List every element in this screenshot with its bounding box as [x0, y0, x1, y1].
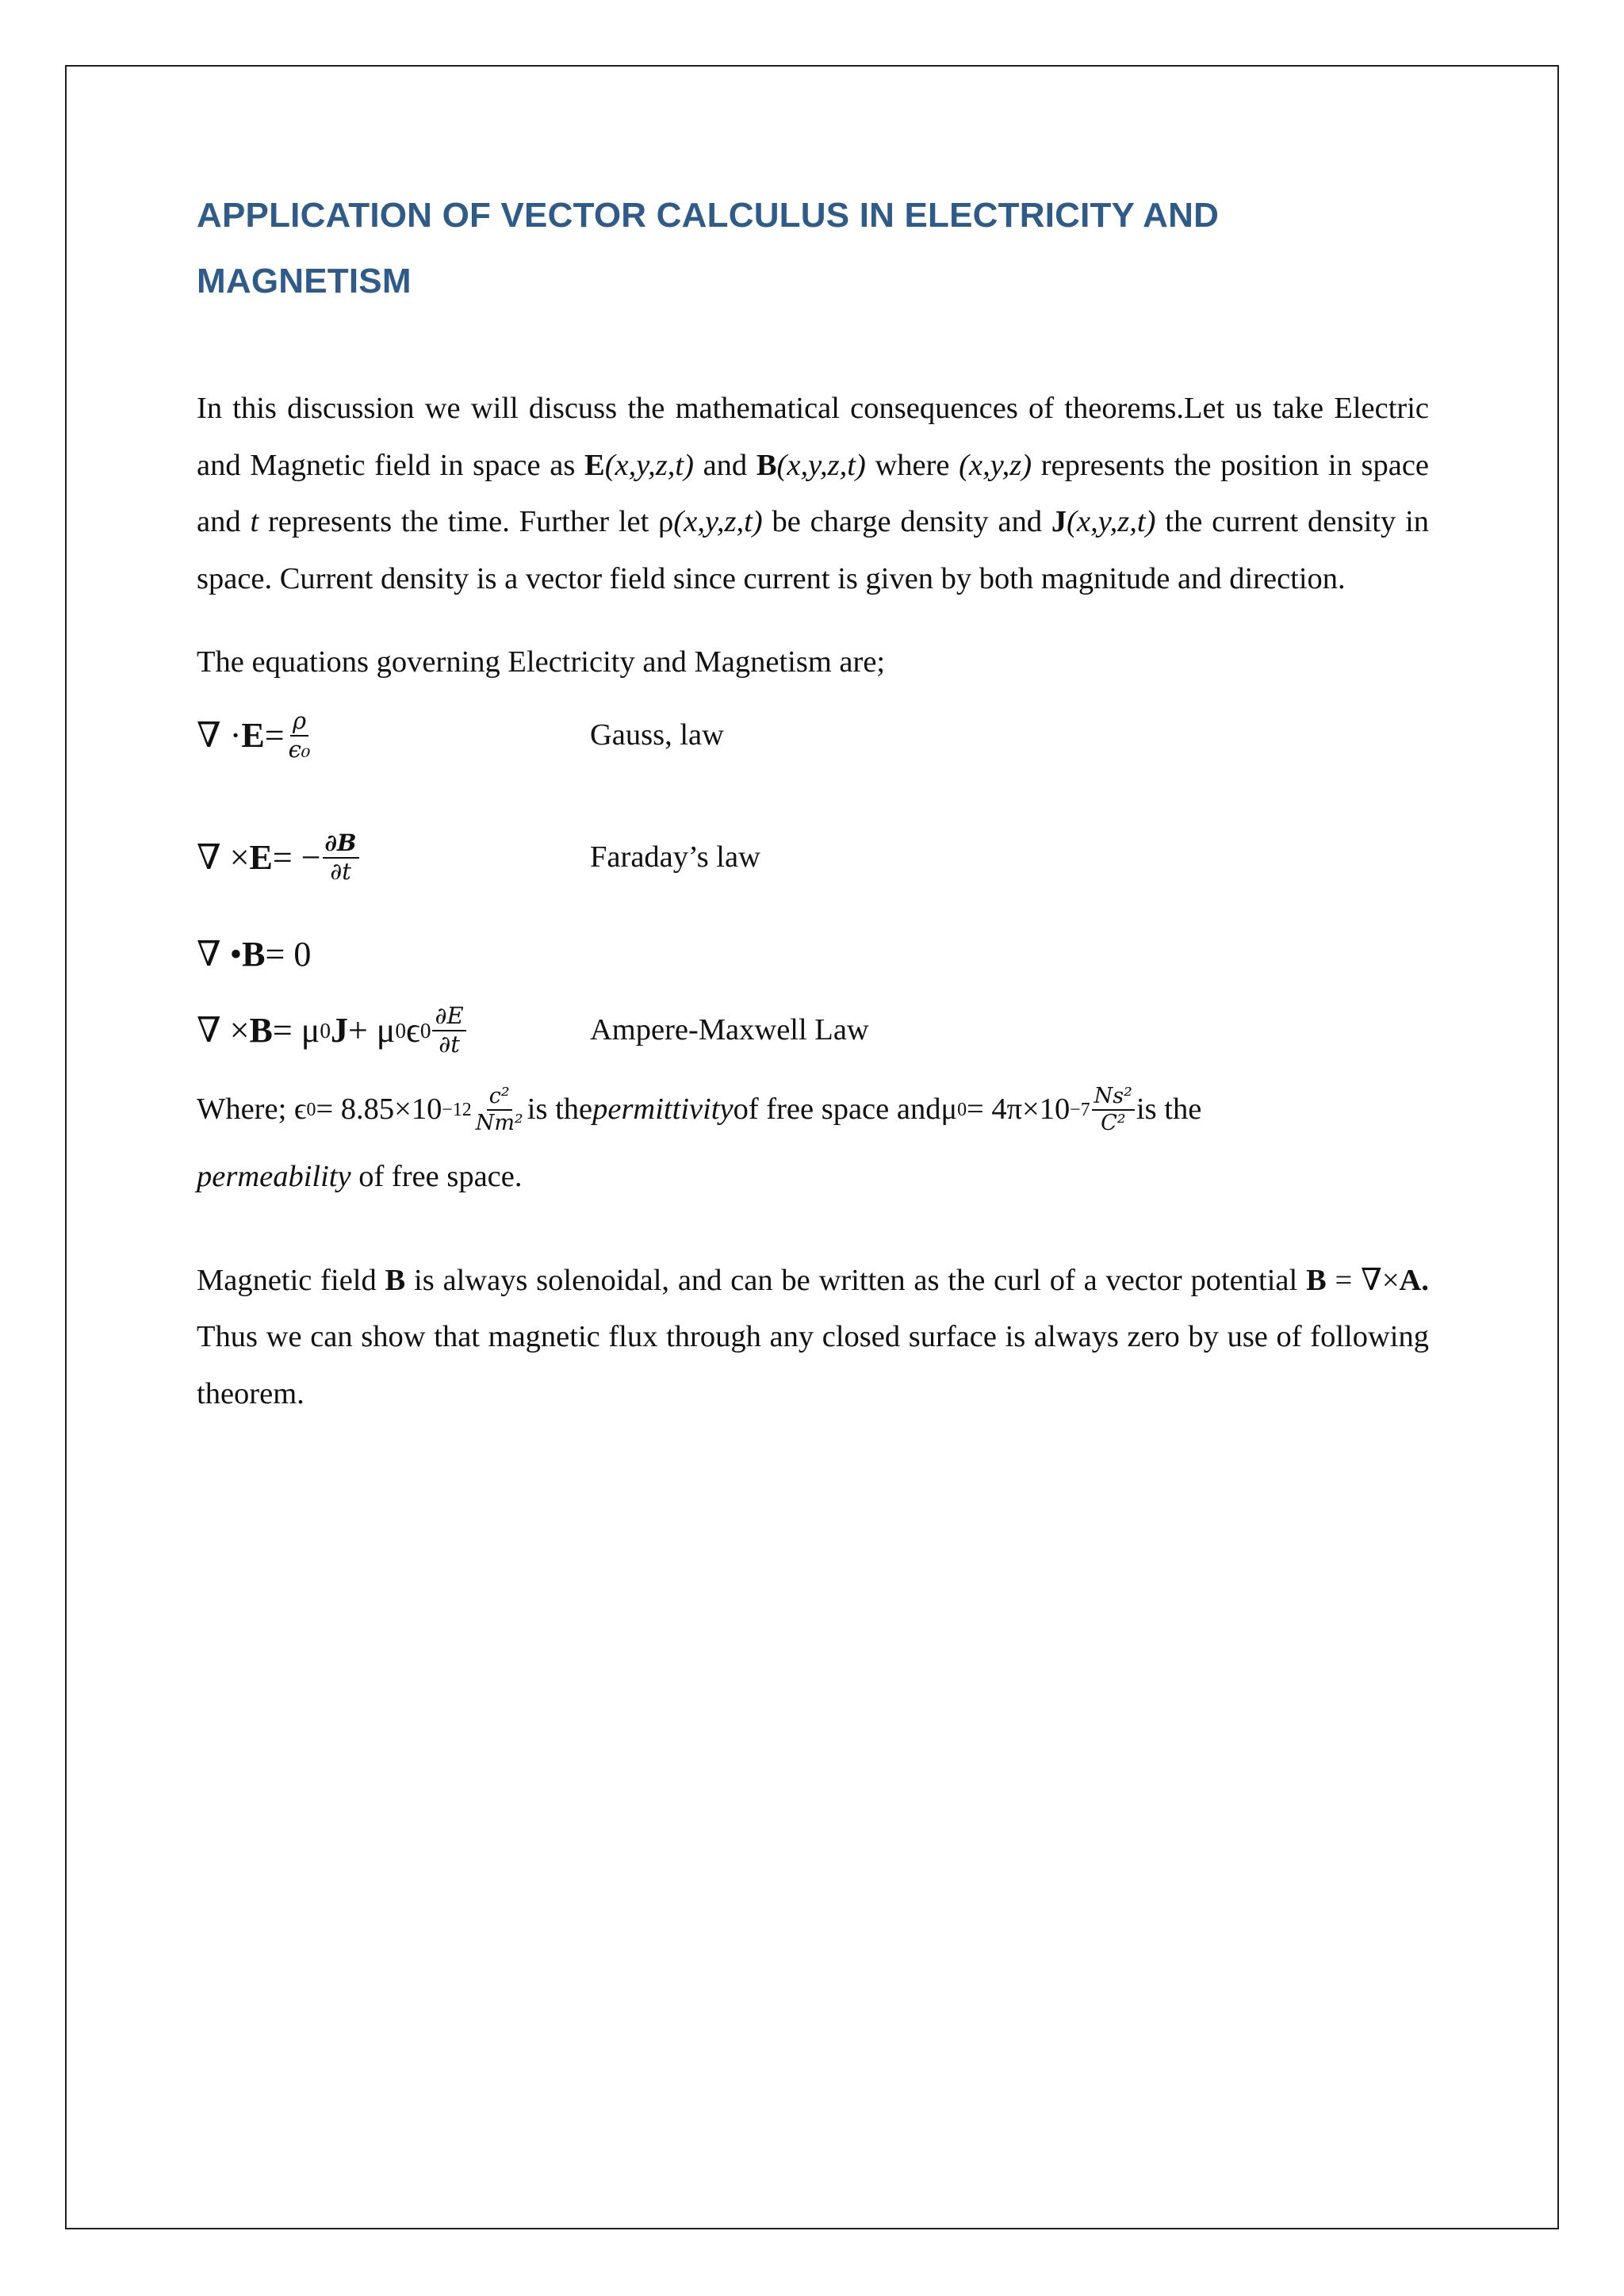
position-args: (x,y,z): [959, 448, 1032, 482]
unit-fraction: [473, 1084, 526, 1135]
final-text-4: Thus we can show that magnetic flux through any closed surface is always zero by use of following theorem.: [197, 1320, 1429, 1410]
epsilon: ϵ: [406, 1010, 420, 1050]
field-symbol: B: [242, 934, 266, 974]
permittivity-term: permittivity: [592, 1092, 733, 1126]
nabla-dot: ∇ •: [197, 934, 243, 974]
intro-represents-2: represents the time. Further let ρ: [259, 505, 674, 538]
mu-value: = 4π×10: [967, 1092, 1071, 1126]
denominator: Nm²: [475, 1110, 523, 1135]
solenoidal-paragraph: [197, 1253, 1429, 1423]
equals-mu: = μ: [272, 1010, 320, 1050]
numerator: c²: [487, 1084, 512, 1110]
equation-div-b-formula: [197, 926, 311, 983]
final-text-3: = ∇×: [1326, 1263, 1400, 1297]
vector-potential-a: A.: [1399, 1263, 1429, 1297]
denominator: ϵ₀: [288, 735, 311, 763]
law-name-faraday: Faraday’s law: [590, 840, 760, 874]
field-symbol: E: [241, 715, 265, 755]
intro-and: and: [693, 448, 756, 482]
title-line-2: MAGNETISM: [197, 262, 412, 300]
constants-line-2: [197, 1153, 1429, 1200]
numerator: ∂B: [323, 830, 359, 858]
fraction: [432, 1003, 465, 1058]
equals-zero: = 0: [265, 934, 312, 974]
fraction: [286, 708, 313, 763]
intro-represents: represents the position in space and: [197, 448, 1429, 538]
args-rho: (x,y,z,t): [673, 505, 763, 538]
numerator: ∂E: [432, 1003, 465, 1031]
equation-faraday: [197, 821, 1429, 894]
intro-where: where: [865, 448, 959, 482]
governing-sentence: The equations governing Electricity and Magnetism are;: [197, 645, 886, 679]
plus-mu: + μ: [347, 1010, 396, 1050]
equation-div-b: [197, 926, 1429, 983]
where-lead: Where; ϵ: [197, 1092, 307, 1126]
field-b: B: [385, 1263, 406, 1297]
intro-paragraph: [197, 381, 1429, 607]
equation-ampere-formula: ∇ × B = μ 0 J + μ 0 ϵ 0 $\frac{\partial E}{\partial t}$: [197, 994, 468, 1067]
equation-faraday-formula: [197, 821, 361, 894]
denominator: C²: [1101, 1110, 1126, 1135]
args-b: (x,y,z,t): [776, 448, 866, 482]
document-title: [197, 182, 1429, 314]
document-body: [197, 182, 1429, 1422]
denominator: ∂t: [439, 1030, 460, 1058]
nabla-cross: ∇ ×: [197, 1010, 250, 1050]
field-symbol: E: [249, 837, 273, 877]
equation-ampere: [197, 994, 1429, 1067]
equation-gauss-formula: [197, 699, 314, 772]
of-free-space: of free space andμ: [733, 1092, 958, 1126]
equals: =: [264, 715, 285, 755]
equals-minus: = −: [272, 837, 321, 877]
intro-charge: be charge density and: [762, 505, 1051, 538]
fraction: [323, 830, 359, 885]
final-text-2: is always solenoidal, and can be written as the curl of a vector potential: [405, 1263, 1306, 1297]
field-b: B: [756, 448, 777, 482]
final-text-1: Magnetic field: [197, 1263, 385, 1297]
intro-text-1: In this discussion we will discuss the mathematical consequences of theorems.Let us take Electric and Magnetic field in space as: [197, 392, 1429, 482]
nabla-dot: ∇ ·: [197, 715, 242, 755]
nabla-cross: ∇ ×: [197, 837, 250, 877]
args-j: (x,y,z,t): [1067, 505, 1156, 538]
epsilon-value: = 8.85×10: [316, 1092, 442, 1126]
of-free-space: of free space.: [350, 1159, 523, 1193]
numerator: Ns²: [1092, 1084, 1135, 1110]
field-j: J: [1051, 505, 1067, 538]
constants-line-1: Where; ϵ 0 = 8.85×10 −12 $\frac{\text{c²}}{\text{Nm²}}$ is the permittivity of free space andμ 0 = 4π×10 −7 $\frac{\text{Ns²}}{\text{C²}}$ is the: [197, 1073, 1429, 1146]
law-name-gauss: Gauss, law: [590, 718, 724, 752]
field-e: E: [584, 448, 605, 482]
denominator: ∂t: [330, 857, 351, 885]
time-symbol: t: [250, 505, 259, 538]
field-symbol: B: [249, 1010, 273, 1050]
equation-gauss: [197, 699, 1429, 772]
field-b: B: [1305, 1263, 1327, 1297]
is-the: is the: [527, 1092, 593, 1126]
numerator: ρ: [290, 708, 308, 736]
title-line-1: APPLICATION OF VECTOR CALCULUS IN ELECTRICITY AND: [197, 196, 1220, 235]
intro-rest: the current density in space. Current density is a vector field since current is given by both magnitude and direction.: [197, 505, 1430, 595]
permeability-term: permeability: [197, 1159, 351, 1193]
field-j: J: [330, 1010, 348, 1050]
unit-fraction: [1092, 1084, 1135, 1135]
is-the: is the: [1136, 1092, 1202, 1126]
constants-paragraph: [197, 1073, 1429, 1200]
args-e: (x,y,z,t): [604, 448, 694, 482]
law-name-ampere: Ampere-Maxwell Law: [590, 1012, 869, 1047]
